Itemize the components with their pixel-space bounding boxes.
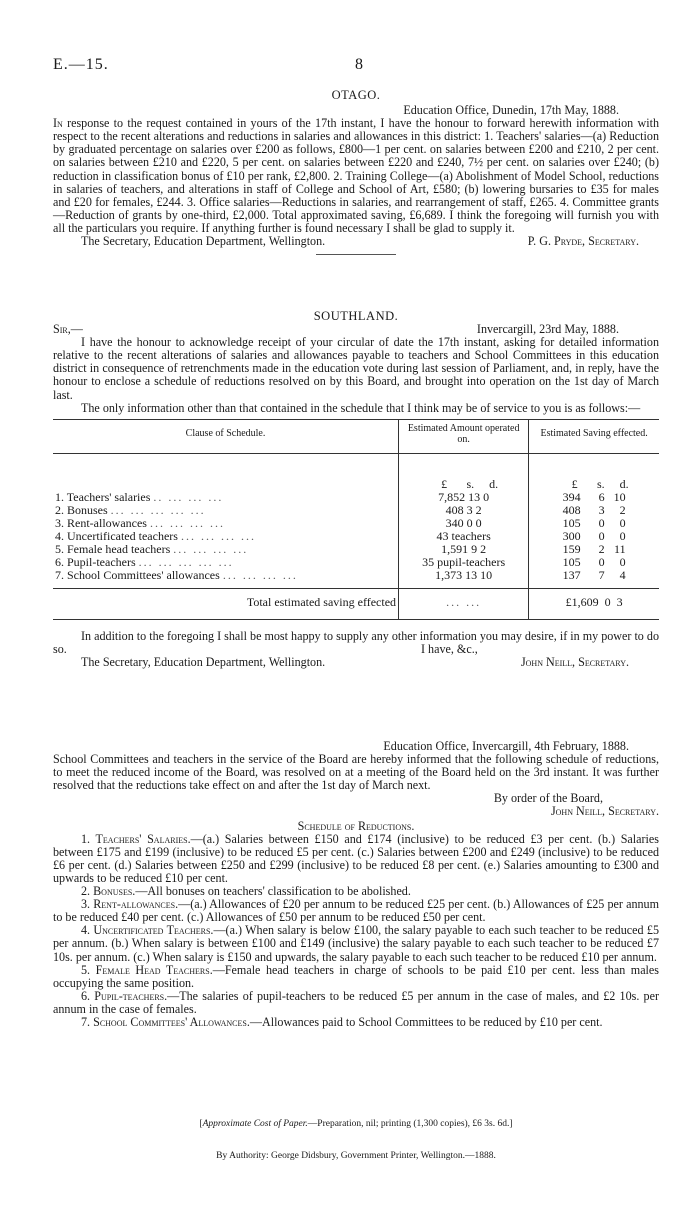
otago-section: [53, 89, 659, 261]
page-header: [53, 58, 665, 80]
table-row: 2. Bonuses ... ... ... ... ... 408 3 2 408 3 2: [53, 504, 659, 517]
southland-closing: I have, &c.,: [421, 641, 478, 656]
table-row: 3. Rent-allowances ... ... ... ... 340 0 0 105 0 0: [53, 517, 659, 530]
otago-addressee: The Secretary, Education Department, Wellington.: [81, 234, 326, 249]
table-header-saving: Estimated Saving effected.: [529, 419, 659, 453]
southland-dateline: Invercargill, 23rd May, 1888.: [476, 322, 619, 337]
notice-order: By order of the Board,: [493, 791, 603, 806]
otago-body-text: response to the request contained in yours of the 17th instant, I have the honour to forward herewith information with respect to the recent alterations and reductions in salaries and allowances in this district: 1. Teachers' salaries—(a) Reduction by graduated percentage on salaries over £200 as follows, £800—1 per cent. on salaries between £200 and £210, 2 per cent. on salaries between £210 and £220, 5 per cent. on salaries between £220 and £240, 7½ per cent. on salaries over £240; (b) reduction in classification bonus of £10 per rank, £2,800. 2. Training College—(a) Abolishment of Model School, reductions in salaries of teachers, and alterations in staff of College and School of Art, £580; (b) lowering bursaries to £35 for males and £20 for females, £244. 3. Office salaries—Reductions in salaries, and rearrangement of staff, £265. 4. Committee grants—Reduction of grants by one-third, £2,000. Total approximated saving, £6,689. I think the foregoing will furnish you with all the particulars you require. If anything further is found necessary I shall be glad to supply it.: [53, 116, 659, 235]
notice-body: School Committees and teachers in the service of the Board are hereby informed that the following schedule of reductions, to meet the reduced income of the Board, was resolved on at a meeting of the Board held on the 3rd instant. It was further resolved that the reductions take effect on and after the 1st day of March next.: [53, 752, 659, 793]
table-row: 4. Uncertificated teachers ... ... ... ... 43 teachers 300 0 0: [53, 530, 659, 543]
table-row: 5. Female head teachers ... ... ... ... 1,591 9 2 159 2 11: [53, 543, 659, 556]
notice-section: [53, 740, 659, 1029]
schedule-item: 4. Uncertificated Teachers.—(a.) When salary is below £100, the salary payable to each such teacher to be reduced £5 per annum. (b.) When salary is between £100 and £149 (inclusive) the salary payable to each such teacher to be reduced £7 10s. per annum. (c.) When salary is £150 and upwards, the salary payable to each such teacher to be reduced £10 per annum.: [53, 923, 660, 964]
saving-units: £ s. d.: [529, 453, 659, 491]
southland-para3: In addition to the foregoing I shall be most happy to supply any other information you may desire, if in my power to do so.: [53, 628, 659, 656]
report-reference: E.—15.: [53, 56, 109, 73]
section-divider: [316, 254, 396, 255]
southland-signature: John Neill, Secretary.: [520, 654, 629, 669]
table-total-row: Total estimated saving effected ... ... £1,609 0 3: [53, 588, 659, 619]
southland-section: [53, 310, 659, 669]
otago-body-lead: In: [53, 116, 63, 131]
schedule-table: [53, 419, 659, 620]
southland-addressee: The Secretary, Education Department, Wellington.: [81, 654, 326, 669]
cost-note: [Approximate Cost of Paper.—Preparation, nil; printing (1,300 copies), £6 3s. 6d.]: [199, 1119, 513, 1129]
cost-note-lead: Approximate Cost of Paper.: [202, 1119, 308, 1129]
table-header-clause: Clause of Schedule.: [53, 419, 399, 453]
schedule-item: 5. Female Head Teachers.—Female head teachers in charge of schools to be paid £10 per cent. less than males occupying the same position.: [53, 962, 659, 990]
otago-body: [53, 117, 659, 235]
table-row: 1. Teachers' salaries .. ... ... ... 7,852 13 0 394 6 10: [53, 491, 659, 504]
notice-signature: John Neill, Secretary.: [550, 804, 659, 819]
southland-salutation: Sir,—: [53, 322, 83, 337]
printer-imprint: By Authority: George Didsbury, Government Printer, Wellington.—1888.: [216, 1151, 496, 1161]
amount-units: £ s. d.: [399, 453, 529, 491]
total-value: £1,609 0 3: [529, 588, 659, 619]
southland-para2: The only information other than that contained in the schedule that I think may be of service to you is as follows:—: [81, 400, 641, 415]
table-row: 6. Pupil-teachers ... ... ... ... ... 35 pupil-teachers 105 0 0: [53, 556, 659, 569]
otago-dateline: Education Office, Dunedin, 17th May, 1888.: [403, 103, 619, 118]
schedule-item: 1. Teachers' Salaries.—(a.) Salaries between £150 and £174 (inclusive) to be reduced £3 per cent. (b.) Salaries between £175 and £199 (inclusive) to be reduced £5 per cent. (c.) Salaries between £200 and £249 (inclusive) to be reduced £6 per cent. (d.) Salaries between £250 and £299 (inclusive) to be reduced £8 per cent. (e.) Salaries amounting to £300 and upwards to be reduced £10 per cent.: [53, 831, 659, 885]
notice-dateline: Education Office, Invercargill, 4th February, 1888.: [383, 739, 629, 753]
cost-note-text: —Preparation, nil; printing (1,300 copies), £6 3s. 6d.: [307, 1119, 510, 1129]
otago-signoff: [53, 235, 659, 248]
schedule-title: Schedule of Reductions.: [297, 818, 415, 833]
schedule-item: 6. Pupil-teachers.—The salaries of pupil-teachers to be reduced £5 per annum in the case of males, and £2 10s. per annum in the case of females.: [53, 988, 659, 1016]
table-row: 7. School Committees' allowances ... ... ... ... 1,373 13 10 137 7 4: [53, 569, 659, 589]
table-header-amount: Estimated Amount operated on.: [399, 419, 529, 453]
southland-title: SOUTHLAND.: [313, 309, 399, 323]
schedule-item: 7. School Committees' Allowances.—Allowances paid to School Committees to be reduced by £10 per cent.: [81, 1014, 603, 1029]
total-label: Total estimated saving effected: [53, 588, 399, 619]
otago-title: OTAGO.: [331, 88, 381, 102]
southland-para1: I have the honour to acknowledge receipt of your circular of date the 17th instant, asking for detailed information relative to the recent alterations of salaries and allowances payable to teachers and School Committees in this education district in consequence of retrenchments made in the education vote during last session of Parliament, and, in reply, have the honour to enclose a schedule of reductions resolved on by this Board, and brought into operation on the 1st day of March last.: [53, 335, 659, 402]
table-units-row: [53, 453, 659, 491]
otago-signature: P. G. Pryde, Secretary.: [527, 234, 639, 249]
page-number: 8: [355, 56, 363, 73]
schedule-item: 3. Rent-allowances.—(a.) Allowances of £20 per annum to be reduced £25 per cent. (b.) Allowances of £25 per annum to be reduced £40 per cent. (c.) Allowances of £50 per annum to be reduced £50 per cent.: [53, 897, 659, 925]
schedule-item: 2. Bonuses.—All bonuses on teachers' classification to be abolished.: [81, 884, 411, 899]
